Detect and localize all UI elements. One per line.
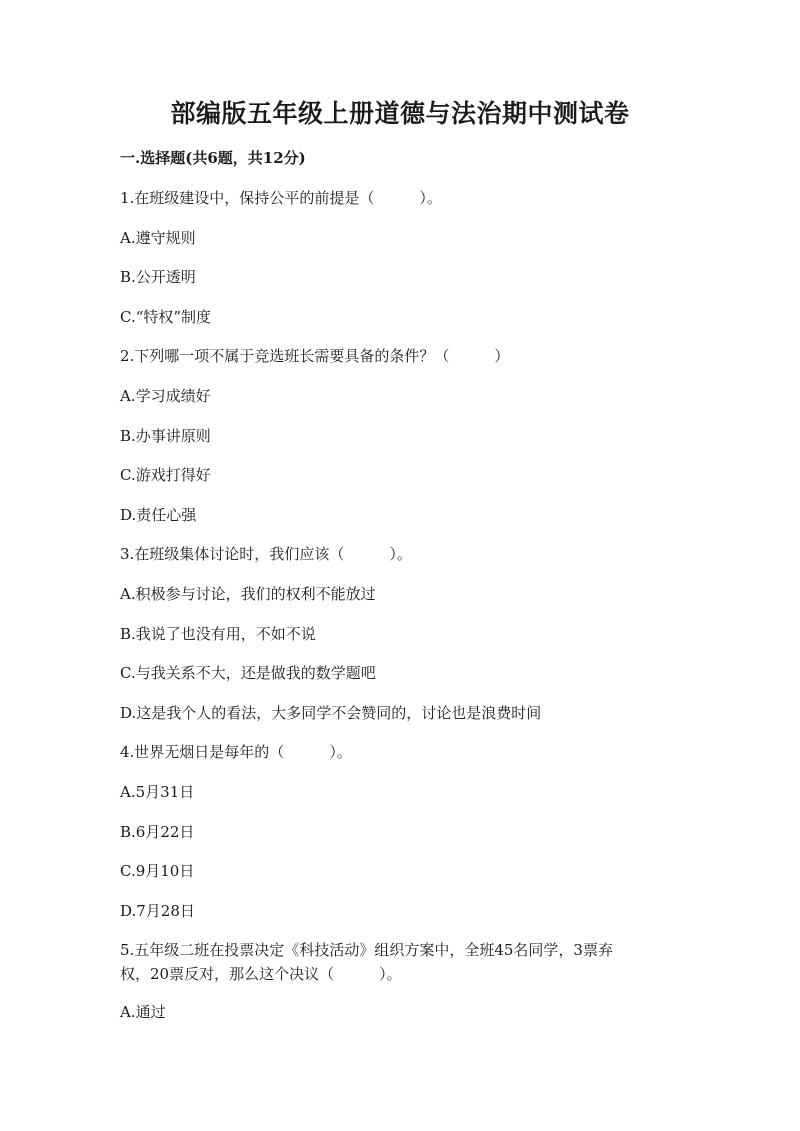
question-3-option-b: B.我说了也没有用，不如不说 (120, 625, 316, 643)
page-title: 部编版五年级上册道德与法治期中测试卷 (170, 99, 630, 128)
question-5-stem-line-1: 5.五年级二班在投票决定《科技活动》组织方案中，全班45名同学，3票弃 (120, 941, 613, 959)
question-3-option-c: C.与我关系不大，还是做我的数学题吧 (120, 664, 376, 682)
question-4-stem: 4.世界无烟日是每年的（ ）。 (120, 743, 352, 761)
question-1-stem: 1.在班级建设中，保持公平的前提是（ ）。 (120, 189, 442, 207)
section-heading: 一.选择题(共6题，共12分) (120, 149, 306, 167)
question-2-option-c: C.游戏打得好 (120, 466, 211, 484)
question-2-option-b: B.办事讲原则 (120, 427, 211, 445)
question-2-stem: 2.下列哪一项不属于竞选班长需要具备的条件？（ ） (120, 347, 510, 365)
question-1-option-c: C.“特权”制度 (120, 308, 212, 326)
question-1-option-b: B.公开透明 (120, 268, 196, 286)
question-3-stem: 3.在班级集体讨论时，我们应该（ ）。 (120, 545, 412, 563)
question-4-option-b: B.6月22日 (120, 823, 195, 841)
question-5-stem-line-2: 权，20票反对，那么这个决议（ ）。 (120, 965, 402, 983)
question-2-option-a: A.学习成绩好 (120, 387, 211, 405)
question-4-option-c: C.9月10日 (120, 862, 195, 880)
question-1-option-a: A.遵守规则 (120, 229, 196, 247)
question-2-option-d: D.责任心强 (120, 506, 197, 524)
question-5-option-a: A.通过 (120, 1003, 166, 1021)
question-3-option-d: D.这是我个人的看法，大多同学不会赞同的，讨论也是浪费时间 (120, 704, 542, 722)
question-3-option-a: A.积极参与讨论，我们的权利不能放过 (120, 585, 376, 603)
question-4-option-d: D.7月28日 (120, 902, 195, 920)
question-4-option-a: A.5月31日 (120, 783, 195, 801)
